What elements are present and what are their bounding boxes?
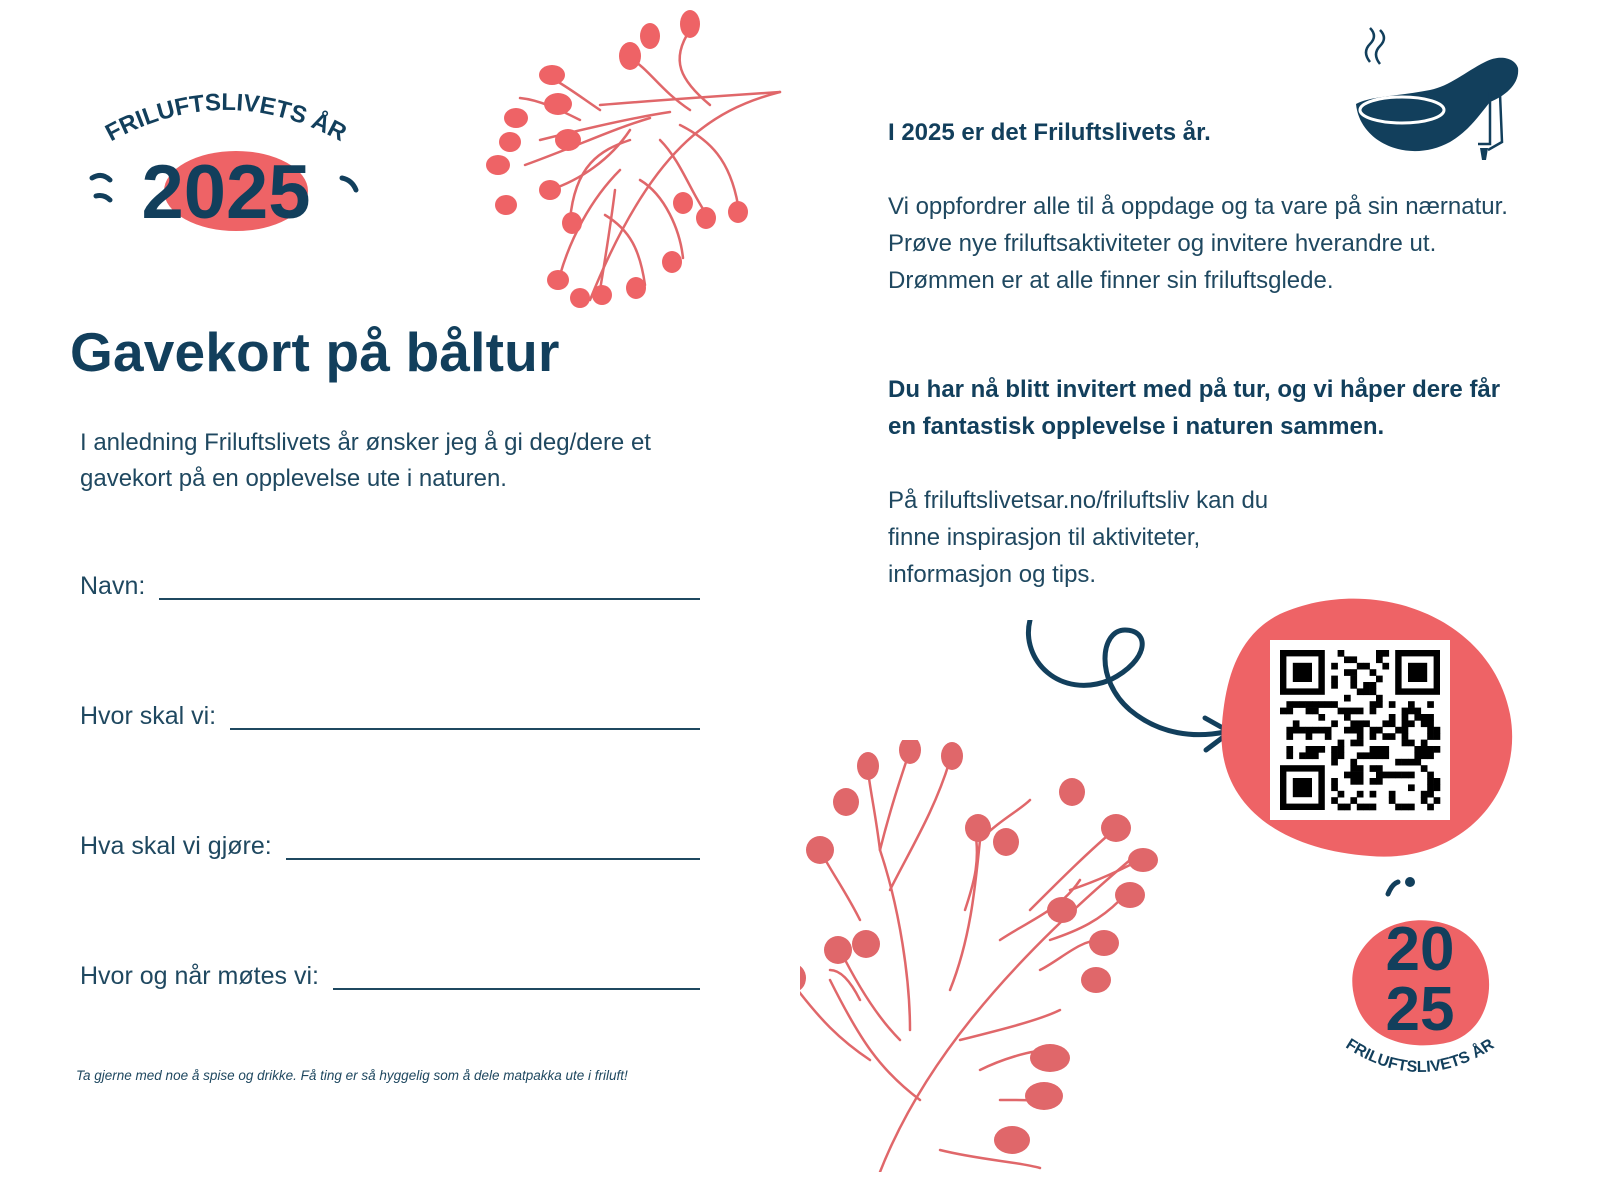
right-paragraph-1: Vi oppfordrer alle til å oppdage og ta vare på sin nærnatur. Prøve nye friluftsaktiviteter og invitere hverandre ut. Drømmen er at alle finner sin friluftsglede.	[888, 193, 1508, 294]
when-label: Hvor og når møtes vi:	[80, 962, 319, 990]
kuksa-cup-icon	[1340, 24, 1530, 174]
logo-year-bottom: 25	[1385, 975, 1455, 1044]
name-label: Navn:	[80, 572, 146, 600]
berry-branch-icon	[800, 740, 1180, 1172]
logo-year-top: 20	[1385, 915, 1455, 984]
what-label: Hva skal vi gjøre:	[80, 832, 272, 860]
berry-branch-icon	[480, 0, 790, 320]
logo-year: 2025	[141, 150, 311, 235]
intro-text: I anledning Friluftslivets år ønsker jeg å gi deg/dere et gavekort på en opplevelse ute i naturen.	[80, 429, 651, 492]
svg-text:FRILUFTSLIVETS ÅR	[101, 89, 351, 147]
logo-arc-text: FRILUFTSLIVETS ÅR	[101, 88, 351, 147]
logo-friluftslivets-ar-bottom	[1330, 870, 1510, 1100]
where-label: Hvor skal vi:	[80, 702, 217, 730]
name-field[interactable]	[159, 598, 700, 600]
qr-code[interactable]	[1270, 640, 1450, 820]
logo-friluftslivets-ar-top	[86, 86, 366, 236]
where-field[interactable]	[230, 728, 700, 730]
right-paragraph-3: På friluftslivetsar.no/friluftsliv kan du finne inspirasjon til aktiviteter, informasjon og tips.	[888, 487, 1269, 588]
right-heading: I 2025 er det Friluftslivets år.	[888, 119, 1211, 146]
form-row-when	[80, 952, 700, 992]
footnote: Ta gjerne med noe å spise og drikke. Få ting er så hyggelig som å dele matpakka ute i friluft!	[76, 1068, 628, 1083]
what-field[interactable]	[286, 858, 700, 860]
right-paragraph-2: Du har nå blitt invitert med på tur, og vi håper dere får en fantastisk opplevelse i naturen sammen.	[888, 376, 1501, 440]
form-row-where	[80, 692, 700, 732]
page-title: Gavekort på båltur	[70, 321, 560, 383]
when-field[interactable]	[333, 988, 700, 990]
form-row-name	[80, 562, 700, 602]
form-row-what	[80, 822, 700, 862]
logo-arc-text-bottom: FRILUFTSLIVETS ÅR	[1342, 1035, 1498, 1077]
